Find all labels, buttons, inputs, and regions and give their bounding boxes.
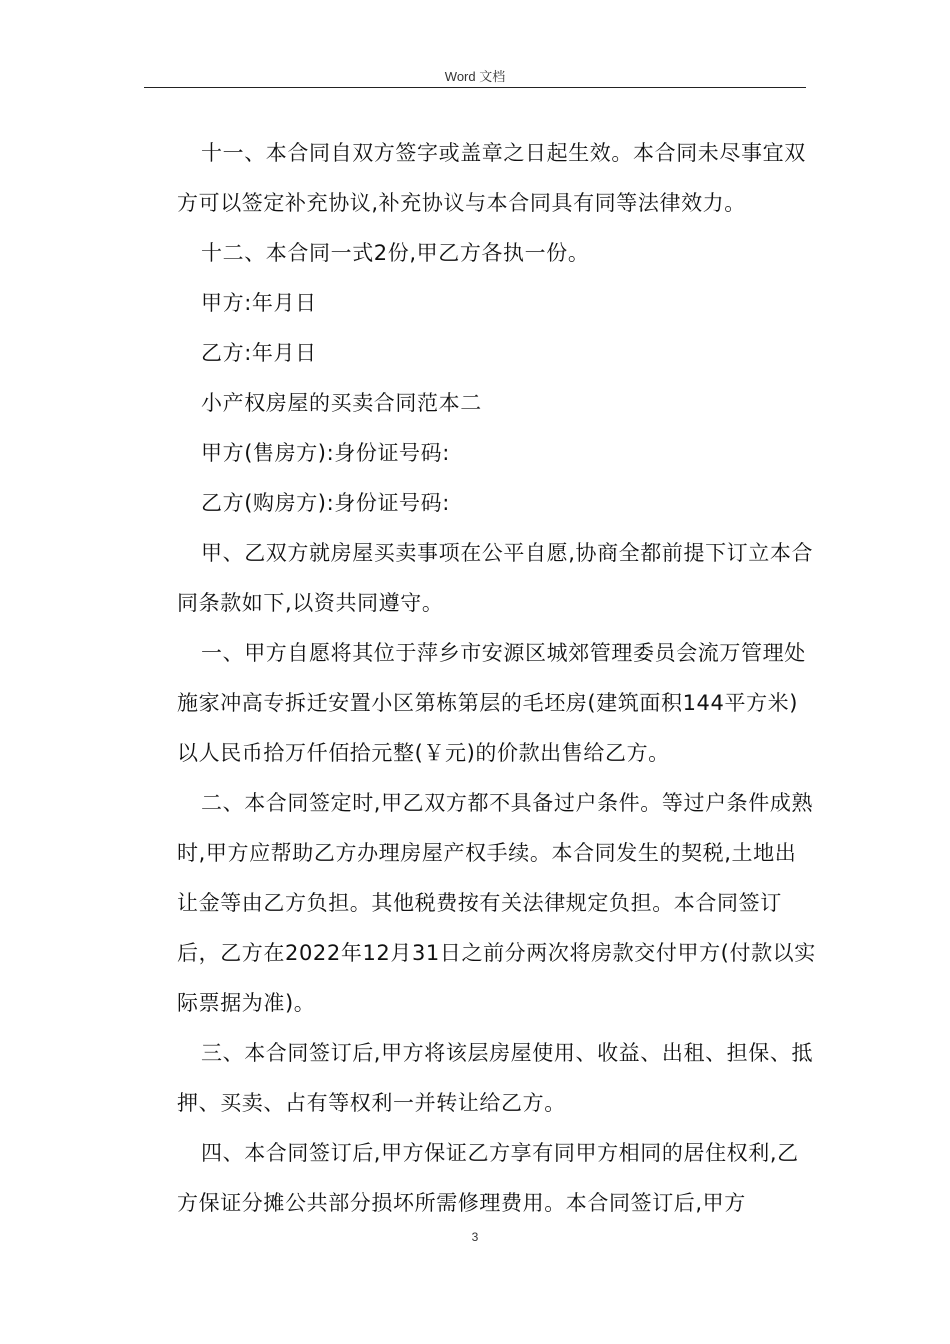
paragraph-clause-2: 二、本合同签定时,甲乙双方都不具备过户条件。等过户条件成熟时,甲方应帮助乙方办理房屋产权手续。本合同发生的契税,土地出让金等由乙方负担。其他税费按有关法律规定负担。本合同签订后，乙方在2022年12月31日之前分两次将房款交付甲方(付款以实际票据为准)。 <box>177 791 816 1015</box>
paragraph-template-title: 小产权房屋的买卖合同范本二 <box>201 391 482 415</box>
paragraph-clause-1: 一、甲方自愿将其位于萍乡市安源区城郊管理委员会流万管理处施家冲高专拆迁安置小区第栋第层的毛坯房(建筑面积144平方米)以人民币拾万仟佰拾元整(￥元)的价款出售给乙方。 <box>177 641 806 765</box>
document-header-title: Word 文档 <box>444 69 506 84</box>
page-number: 3 <box>471 1230 479 1244</box>
document-body <box>177 128 817 1228</box>
header-divider <box>144 87 806 88</box>
paragraph-clause-4: 四、本合同签订后,甲方保证乙方享有同甲方相同的居住权利,乙方保证分摊公共部分损坏所需修理费用。本合同签订后,甲方 <box>177 1141 799 1215</box>
paragraph-clause-11: 十一、本合同自双方签字或盖章之日起生效。本合同未尽事宜双方可以签定补充协议,补充协议与本合同具有同等法律效力。 <box>177 141 806 215</box>
paragraph-party-b-date: 乙方:年月日 <box>201 341 317 365</box>
paragraph-preamble: 甲、乙双方就房屋买卖事项在公平自愿,协商全都前提下订立本合同条款如下,以资共同遵守。 <box>177 541 814 615</box>
paragraph-seller-id: 甲方(售房方):身份证号码: <box>201 441 450 465</box>
paragraph-party-a-date: 甲方:年月日 <box>201 291 317 315</box>
paragraph-clause-3: 三、本合同签订后,甲方将该层房屋使用、收益、出租、担保、抵押、买卖、占有等权利一并转让给乙方。 <box>177 1041 814 1115</box>
paragraph-buyer-id: 乙方(购房方):身份证号码: <box>201 491 450 515</box>
paragraph-clause-12: 十二、本合同一式2份,甲乙方各执一份。 <box>201 241 590 265</box>
